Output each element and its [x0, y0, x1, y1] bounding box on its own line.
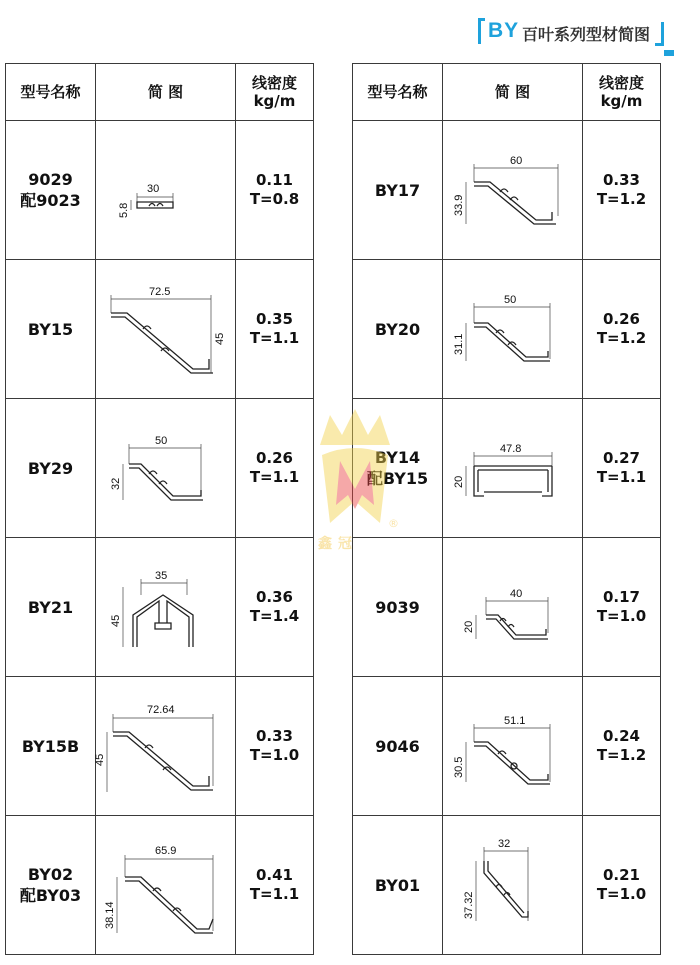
linear-density: 0.41 T=1.1: [236, 816, 314, 955]
dimension-width: 32: [497, 838, 510, 850]
profile-drawing: [444, 126, 582, 254]
table-header-row: [6, 64, 314, 121]
model-name: BY17: [353, 121, 443, 260]
table-row: [353, 260, 661, 399]
header-diagram: 简 图: [443, 64, 583, 121]
profile-drawing: [444, 543, 582, 671]
model-name: 9039: [353, 538, 443, 677]
profile-drawing: [444, 265, 582, 393]
profile-diagram: [96, 399, 236, 538]
header-model: 型号名称: [353, 64, 443, 121]
profile-drawing: [444, 404, 582, 532]
linear-density: 0.24 T=1.2: [583, 677, 661, 816]
registered-mark: ®: [388, 517, 399, 530]
model-name: BY21: [6, 538, 96, 677]
profile-diagram: [96, 121, 236, 260]
dimension-width: 47.8: [499, 443, 521, 455]
dimension-height: 45: [213, 332, 226, 345]
profile-drawing: [97, 821, 235, 949]
accent-bar: [664, 50, 674, 56]
table-row: [353, 816, 661, 955]
table-row: [6, 260, 314, 399]
dimension-width: 50: [154, 435, 167, 447]
dimension-height: 20: [452, 475, 465, 488]
model-name: BY14 配BY15: [353, 399, 443, 538]
profile-drawing: [93, 682, 235, 810]
profile-drawing: [97, 265, 235, 393]
bracket-decoration: [655, 22, 664, 46]
table-header-row: [353, 64, 661, 121]
table-row: [6, 816, 314, 955]
profile-diagram: [96, 538, 236, 677]
linear-density: 0.36 T=1.4: [236, 538, 314, 677]
profile-diagram: [443, 677, 583, 816]
linear-density: 0.26 T=1.2: [583, 260, 661, 399]
profile-diagram: [93, 677, 236, 816]
page-header: [470, 12, 692, 48]
model-name: BY20: [353, 260, 443, 399]
table-row: [353, 121, 661, 260]
bracket-decoration: [478, 18, 485, 44]
header-density: 线密度 kg/m: [583, 64, 661, 121]
table-row: [6, 399, 314, 538]
page-title: 百叶系列型材简图: [522, 25, 651, 44]
table-row: [6, 677, 314, 816]
table-row: [353, 677, 661, 816]
dimension-height: 38.14: [103, 901, 116, 929]
profile-diagram: [443, 538, 583, 677]
table-row: [6, 121, 314, 260]
profile-diagram: [443, 260, 583, 399]
profile-drawing: [97, 543, 235, 671]
linear-density: 0.11 T=0.8: [236, 121, 314, 260]
profile-drawing: [444, 821, 582, 949]
profile-diagram: [443, 399, 583, 538]
dimension-width: 35: [154, 570, 167, 582]
table-row: [6, 538, 314, 677]
dimension-height: 33.9: [452, 194, 465, 216]
dimension-width: 40: [509, 588, 522, 600]
header-diagram: 简 图: [96, 64, 236, 121]
dimension-width: 50: [503, 294, 516, 306]
dimension-width: 51.1: [503, 715, 525, 727]
model-name: BY15B: [6, 677, 96, 816]
profile-table-left: [5, 63, 314, 955]
watermark-brand: 鑫冠: [318, 536, 358, 552]
linear-density: 0.33 T=1.0: [236, 677, 314, 816]
model-name: BY01: [353, 816, 443, 955]
linear-density: 0.33 T=1.2: [583, 121, 661, 260]
profile-drawing: [444, 682, 582, 810]
dimension-width: 30: [146, 183, 159, 195]
profile-drawing: [97, 404, 235, 532]
brand-watermark: [300, 405, 410, 565]
dimension-height: 45: [93, 753, 106, 766]
profile-diagram: [443, 816, 583, 955]
header-model: 型号名称: [6, 64, 96, 121]
profile-diagram: [96, 816, 236, 955]
series-code: BY: [488, 19, 520, 42]
model-name: BY02 配BY03: [6, 816, 96, 955]
model-name: 9029 配9023: [6, 121, 96, 260]
dimension-height: 37.32: [462, 891, 475, 919]
crown-logo-icon: [300, 405, 410, 535]
dimension-width: 72.64: [146, 704, 175, 716]
dimension-width: 60: [509, 155, 522, 167]
linear-density: 0.27 T=1.1: [583, 399, 661, 538]
linear-density: 0.35 T=1.1: [236, 260, 314, 399]
linear-density: 0.26 T=1.1: [236, 399, 314, 538]
dimension-width: 65.9: [154, 845, 176, 857]
dimension-height: 20: [462, 620, 475, 633]
model-name: BY15: [6, 260, 96, 399]
profile-diagram: [443, 121, 583, 260]
profile-drawing: [97, 126, 235, 254]
dimension-height: 45: [109, 614, 122, 627]
dimension-height: 30.5: [452, 756, 465, 778]
profile-diagram: [96, 260, 236, 399]
linear-density: 0.17 T=1.0: [583, 538, 661, 677]
header-density: 线密度 kg/m: [236, 64, 314, 121]
dimension-height: 5.8: [117, 202, 130, 218]
linear-density: 0.21 T=1.0: [583, 816, 661, 955]
model-name: 9046: [353, 677, 443, 816]
dimension-height: 32: [109, 477, 122, 490]
dimension-height: 31.1: [452, 333, 465, 355]
model-name: BY29: [6, 399, 96, 538]
dimension-width: 72.5: [148, 286, 170, 298]
